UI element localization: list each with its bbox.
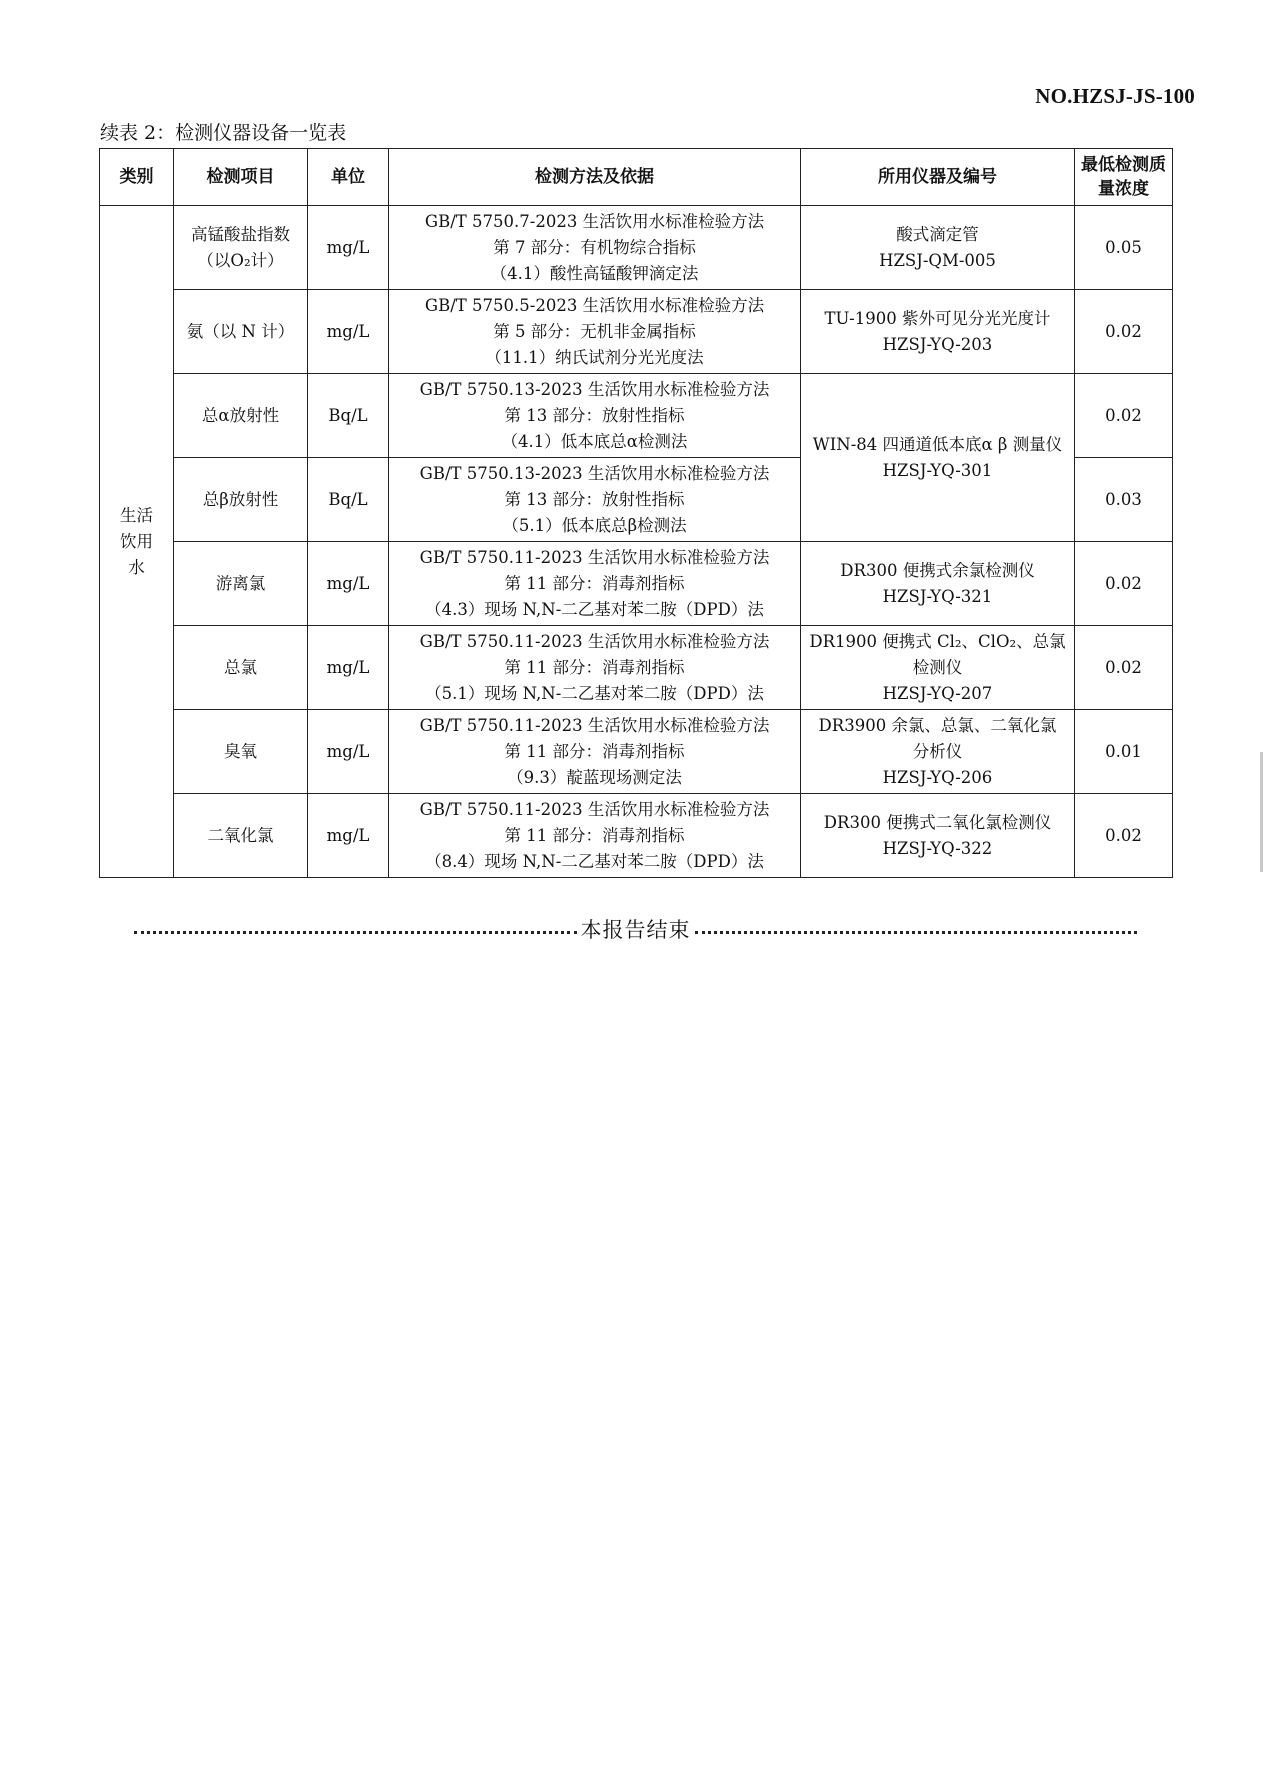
limit-cell: 0.02 <box>1075 290 1173 374</box>
method-cell: GB/T 5750.11-2023 生活饮用水标准检验方法 第 11 部分：消毒剂指标 （8.4）现场 N,N-二乙基对苯二胺（DPD）法 <box>389 794 801 878</box>
instrument-cell: DR300 便携式二氧化氯检测仪 HZSJ-YQ-322 <box>801 794 1075 878</box>
scan-edge-mark <box>1260 752 1263 872</box>
item-cell: 臭氧 <box>174 710 308 794</box>
table-row <box>100 374 1173 458</box>
unit-cell: mg/L <box>308 290 389 374</box>
unit-cell: mg/L <box>308 710 389 794</box>
instrument-cell: DR1900 便携式 Cl₂、ClO₂、总氯 检测仪 HZSJ-YQ-207 <box>801 626 1075 710</box>
header-method: 检测方法及依据 <box>389 149 801 206</box>
header-limit: 最低检测质量浓度 <box>1075 149 1173 206</box>
table-row <box>100 710 1173 794</box>
unit-cell: Bq/L <box>308 458 389 542</box>
instrument-cell: DR3900 余氯、总氯、二氧化氯 分析仪 HZSJ-YQ-206 <box>801 710 1075 794</box>
report-end-text: 本报告结束 <box>580 918 691 942</box>
table-row <box>100 626 1173 710</box>
instrument-cell: 酸式滴定管 HZSJ-QM-005 <box>801 206 1075 290</box>
instrument-cell: WIN-84 四通道低本底α β 测量仪 HZSJ-YQ-301 <box>801 374 1075 542</box>
table-row <box>100 542 1173 626</box>
table-row <box>100 206 1173 290</box>
instrument-cell: TU-1900 紫外可见分光光度计 HZSJ-YQ-203 <box>801 290 1075 374</box>
table-caption: 续表 2：检测仪器设备一览表 <box>100 122 347 144</box>
category-cell: 生活饮用水 <box>100 206 174 878</box>
limit-cell: 0.02 <box>1075 374 1173 458</box>
item-cell: 游离氯 <box>174 542 308 626</box>
table-row <box>100 290 1173 374</box>
unit-cell: mg/L <box>308 794 389 878</box>
method-cell: GB/T 5750.11-2023 生活饮用水标准检验方法 第 11 部分：消毒剂指标 （9.3）靛蓝现场测定法 <box>389 710 801 794</box>
method-cell: GB/T 5750.11-2023 生活饮用水标准检验方法 第 11 部分：消毒剂指标 （4.3）现场 N,N-二乙基对苯二胺（DPD）法 <box>389 542 801 626</box>
unit-cell: mg/L <box>308 626 389 710</box>
header-item: 检测项目 <box>174 149 308 206</box>
unit-cell: mg/L <box>308 206 389 290</box>
unit-cell: Bq/L <box>308 374 389 458</box>
method-cell: GB/T 5750.5-2023 生活饮用水标准检验方法 第 5 部分：无机非金属指标 （11.1）纳氏试剂分光光度法 <box>389 290 801 374</box>
limit-cell: 0.02 <box>1075 626 1173 710</box>
item-cell: 总β放射性 <box>174 458 308 542</box>
instrument-table <box>99 148 1173 878</box>
end-dots-left <box>134 931 577 934</box>
report-end-marker <box>134 914 1137 944</box>
limit-cell: 0.05 <box>1075 206 1173 290</box>
item-cell: 总氯 <box>174 626 308 710</box>
table-row <box>100 794 1173 878</box>
item-cell: 总α放射性 <box>174 374 308 458</box>
method-cell: GB/T 5750.13-2023 生活饮用水标准检验方法 第 13 部分：放射性指标 （4.1）低本底总α检测法 <box>389 374 801 458</box>
method-cell: GB/T 5750.7-2023 生活饮用水标准检验方法 第 7 部分：有机物综合指标 （4.1）酸性高锰酸钾滴定法 <box>389 206 801 290</box>
header-unit: 单位 <box>308 149 389 206</box>
document-number: NO.HZSJ-JS-100 <box>1035 84 1195 108</box>
end-dots-right <box>695 931 1138 934</box>
method-cell: GB/T 5750.11-2023 生活饮用水标准检验方法 第 11 部分：消毒剂指标 （5.1）现场 N,N-二乙基对苯二胺（DPD）法 <box>389 626 801 710</box>
limit-cell: 0.02 <box>1075 794 1173 878</box>
table-header-row <box>100 149 1173 206</box>
limit-cell: 0.03 <box>1075 458 1173 542</box>
instrument-cell: DR300 便携式余氯检测仪 HZSJ-YQ-321 <box>801 542 1075 626</box>
limit-cell: 0.01 <box>1075 710 1173 794</box>
limit-cell: 0.02 <box>1075 542 1173 626</box>
header-instrument: 所用仪器及编号 <box>801 149 1075 206</box>
item-cell: 氨（以 N 计） <box>174 290 308 374</box>
item-cell: 高锰酸盐指数（以O₂计） <box>174 206 308 290</box>
unit-cell: mg/L <box>308 542 389 626</box>
method-cell: GB/T 5750.13-2023 生活饮用水标准检验方法 第 13 部分：放射性指标 （5.1）低本底总β检测法 <box>389 458 801 542</box>
header-category: 类别 <box>100 149 174 206</box>
item-cell: 二氧化氯 <box>174 794 308 878</box>
